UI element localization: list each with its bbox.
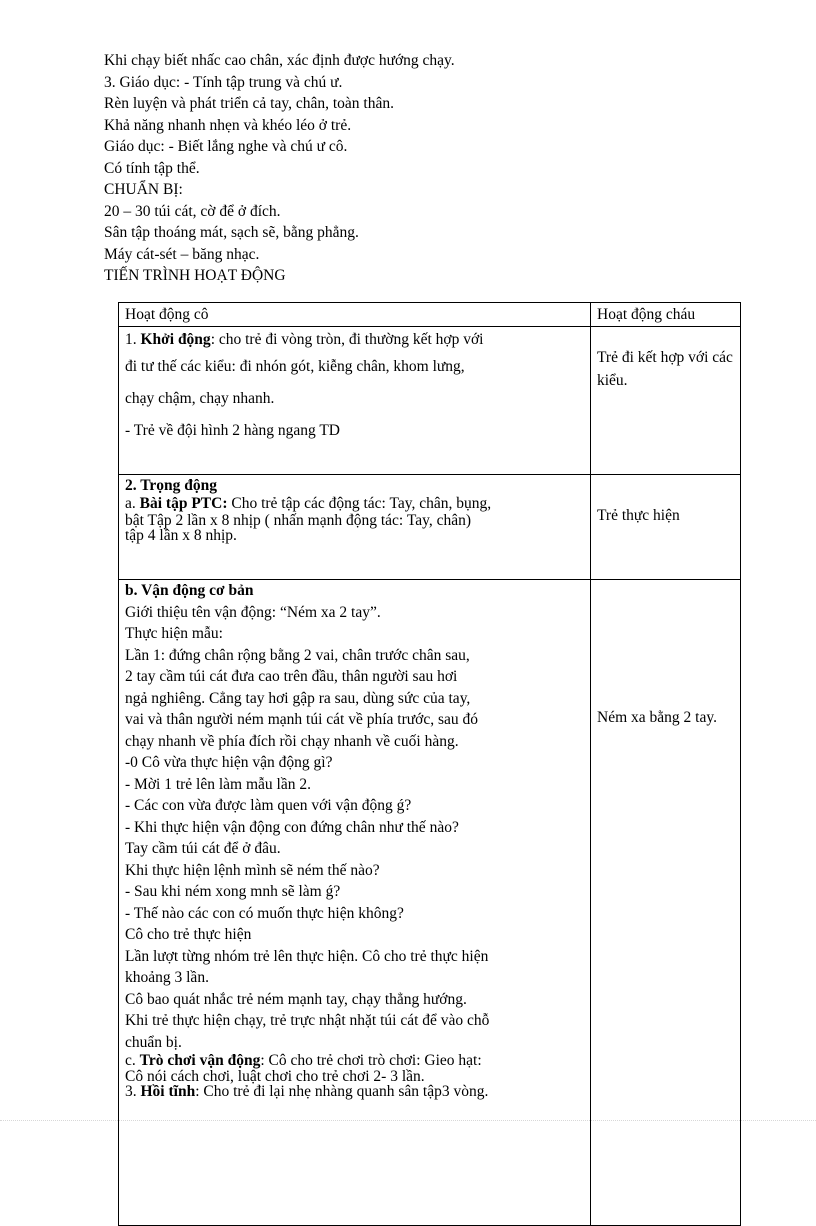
basic-movement-line: vai và thân người ném mạnh túi cát về phía trước, sau đó bbox=[125, 711, 479, 728]
intro-line: Rèn luyện và phát triển cả tay, chân, toàn thân. bbox=[104, 95, 394, 112]
ptc-title: Bài tập PTC: bbox=[139, 495, 228, 512]
cooldown-line: 3. Hồi tĩnh: Cho trẻ đi lại nhẹ nhàng quanh sân tập3 vòng. bbox=[125, 1083, 489, 1100]
header-child-activity: Hoạt động cháu bbox=[591, 303, 741, 327]
game-line-1: c. Trò chơi vận động: Cô cho trẻ chơi trò chơi: Gieo hạt: bbox=[125, 1052, 482, 1069]
warmup-child-cell: Trẻ đi kết hợp với các kiểu. bbox=[591, 327, 741, 475]
basic-movement-line: - Khi thực hiện vận động con đứng chân như thế nào? bbox=[125, 818, 459, 836]
warmup-cell bbox=[119, 327, 591, 475]
warmup-title: Khởi động bbox=[140, 331, 211, 348]
header-teacher-activity: Hoạt động cô bbox=[119, 303, 591, 327]
basic-movement-line: - Các con vừa được làm quen với vận động ǵ? bbox=[125, 797, 412, 814]
basic-movement-line: 2 tay cầm túi cát đưa cao trên đầu, thân người sau hơi bbox=[125, 668, 458, 685]
game-line-2: Cô nói cách chơi, luật chơi cho trẻ chơi 2- 3 lần. bbox=[125, 1067, 425, 1085]
basic-movement-title: b. Vận động cơ bản bbox=[125, 582, 254, 599]
warmup-line-1: 1. Khởi động: cho trẻ đi vòng tròn, đi thường kết hợp với bbox=[125, 331, 484, 348]
section-heading-preparation: CHUẨN BỊ: bbox=[104, 181, 183, 198]
warmup-line-2: đi tư thế các kiểu: đi nhón gót, kiễng chân, khom lưng, bbox=[125, 358, 465, 375]
basic-movement-line: Khi trẻ thực hiện chạy, trẻ trực nhật nhặt túi cát để vào chỗ bbox=[125, 1012, 490, 1029]
ptc-line-3: tập 4 lần x 8 nhịp. bbox=[125, 527, 237, 544]
intro-line: Giáo dục: - Biết lắng nghe và chú ư cô. bbox=[104, 138, 348, 155]
basic-movement-line: chạy nhanh về phía đích rồi chạy nhanh về cuối hàng. bbox=[125, 732, 459, 750]
table-header-row bbox=[119, 303, 741, 327]
ptc-line-2: bật Tập 2 lần x 8 nhịp ( nhấn mạnh động tác: Tay, chân) bbox=[125, 512, 471, 529]
basic-movement-line: - Mời 1 trẻ lên làm mẫu lần 2. bbox=[125, 775, 311, 793]
game-title: Trò chơi vận động bbox=[139, 1052, 261, 1069]
basic-movement-line: Thực hiện mẫu: bbox=[125, 625, 223, 642]
intro-section bbox=[104, 50, 744, 287]
activity-table bbox=[118, 302, 741, 1226]
warmup-line-3: chạy chậm, chạy nhanh. bbox=[125, 390, 275, 407]
main-exercise-child-cell: Trẻ thực hiện bbox=[591, 475, 741, 580]
basic-movement-line: Tay cầm túi cát để ở đâu. bbox=[125, 840, 281, 857]
basic-movement-cell bbox=[119, 580, 591, 1226]
intro-line: Máy cát-sét – băng nhạc. bbox=[104, 245, 260, 263]
warmup-line-4: - Trẻ về đội hình 2 hàng ngang TD bbox=[125, 422, 340, 439]
intro-line: 20 – 30 túi cát, cờ để ở đích. bbox=[104, 202, 281, 220]
section-heading-activity-progress: TIẾN TRÌNH HOẠT ĐỘNG bbox=[104, 267, 286, 284]
basic-movement-line: Cô cho trẻ thực hiện bbox=[125, 926, 252, 943]
table-row bbox=[119, 475, 741, 580]
table-row bbox=[119, 327, 741, 475]
main-exercise-title: 2. Trọng động bbox=[125, 477, 218, 494]
table-row bbox=[119, 580, 741, 1226]
basic-movement-line: Giới thiệu tên vận động: “Ném xa 2 tay”. bbox=[125, 603, 381, 621]
intro-line: Có tính tập thể. bbox=[104, 159, 200, 177]
ptc-line-1: a. Bài tập PTC: Cho trẻ tập các động tác: Tay, chân, bụng, bbox=[125, 495, 492, 512]
basic-movement-line: - Thế nào các con có muốn thực hiện không? bbox=[125, 904, 404, 922]
intro-line: Sân tập thoáng mát, sạch sẽ, bằng phẳng. bbox=[104, 224, 359, 241]
basic-movement-line: -0 Cô vừa thực hiện vận động gì? bbox=[125, 754, 333, 771]
intro-line: Khi chạy biết nhấc cao chân, xác định được hướng chạy. bbox=[104, 52, 455, 69]
basic-movement-child-cell: Ném xa bằng 2 tay. bbox=[591, 580, 741, 1226]
basic-movement-line: ngả nghiêng. Cẳng tay hơi gập ra sau, dùng sức của tay, bbox=[125, 689, 471, 707]
main-exercise-cell bbox=[119, 475, 591, 580]
cooldown-title: Hồi tĩnh bbox=[140, 1083, 196, 1100]
basic-movement-line: - Sau khi ném xong mnh sẽ làm ǵ? bbox=[125, 883, 341, 900]
basic-movement-line: Khi thực hiện lệnh mình sẽ ném thế nào? bbox=[125, 861, 380, 879]
intro-line: 3. Giáo dục: - Tính tập trung và chú ư. bbox=[104, 73, 343, 91]
intro-line: Khả năng nhanh nhẹn và khéo léo ở trẻ. bbox=[104, 116, 352, 134]
basic-movement-line: Lần lượt từng nhóm trẻ lên thực hiện. Cô cho trẻ thực hiện bbox=[125, 947, 489, 965]
basic-movement-line: chuẩn bị. bbox=[125, 1033, 182, 1051]
basic-movement-line: Lần 1: đứng chân rộng bằng 2 vai, chân trước chân sau, bbox=[125, 646, 470, 664]
basic-movement-line: Cô bao quát nhắc trẻ ném mạnh tay, chạy thẳng hướng. bbox=[125, 990, 467, 1008]
basic-movement-line: khoảng 3 lần. bbox=[125, 969, 209, 986]
page-bottom-divider bbox=[0, 1120, 816, 1121]
